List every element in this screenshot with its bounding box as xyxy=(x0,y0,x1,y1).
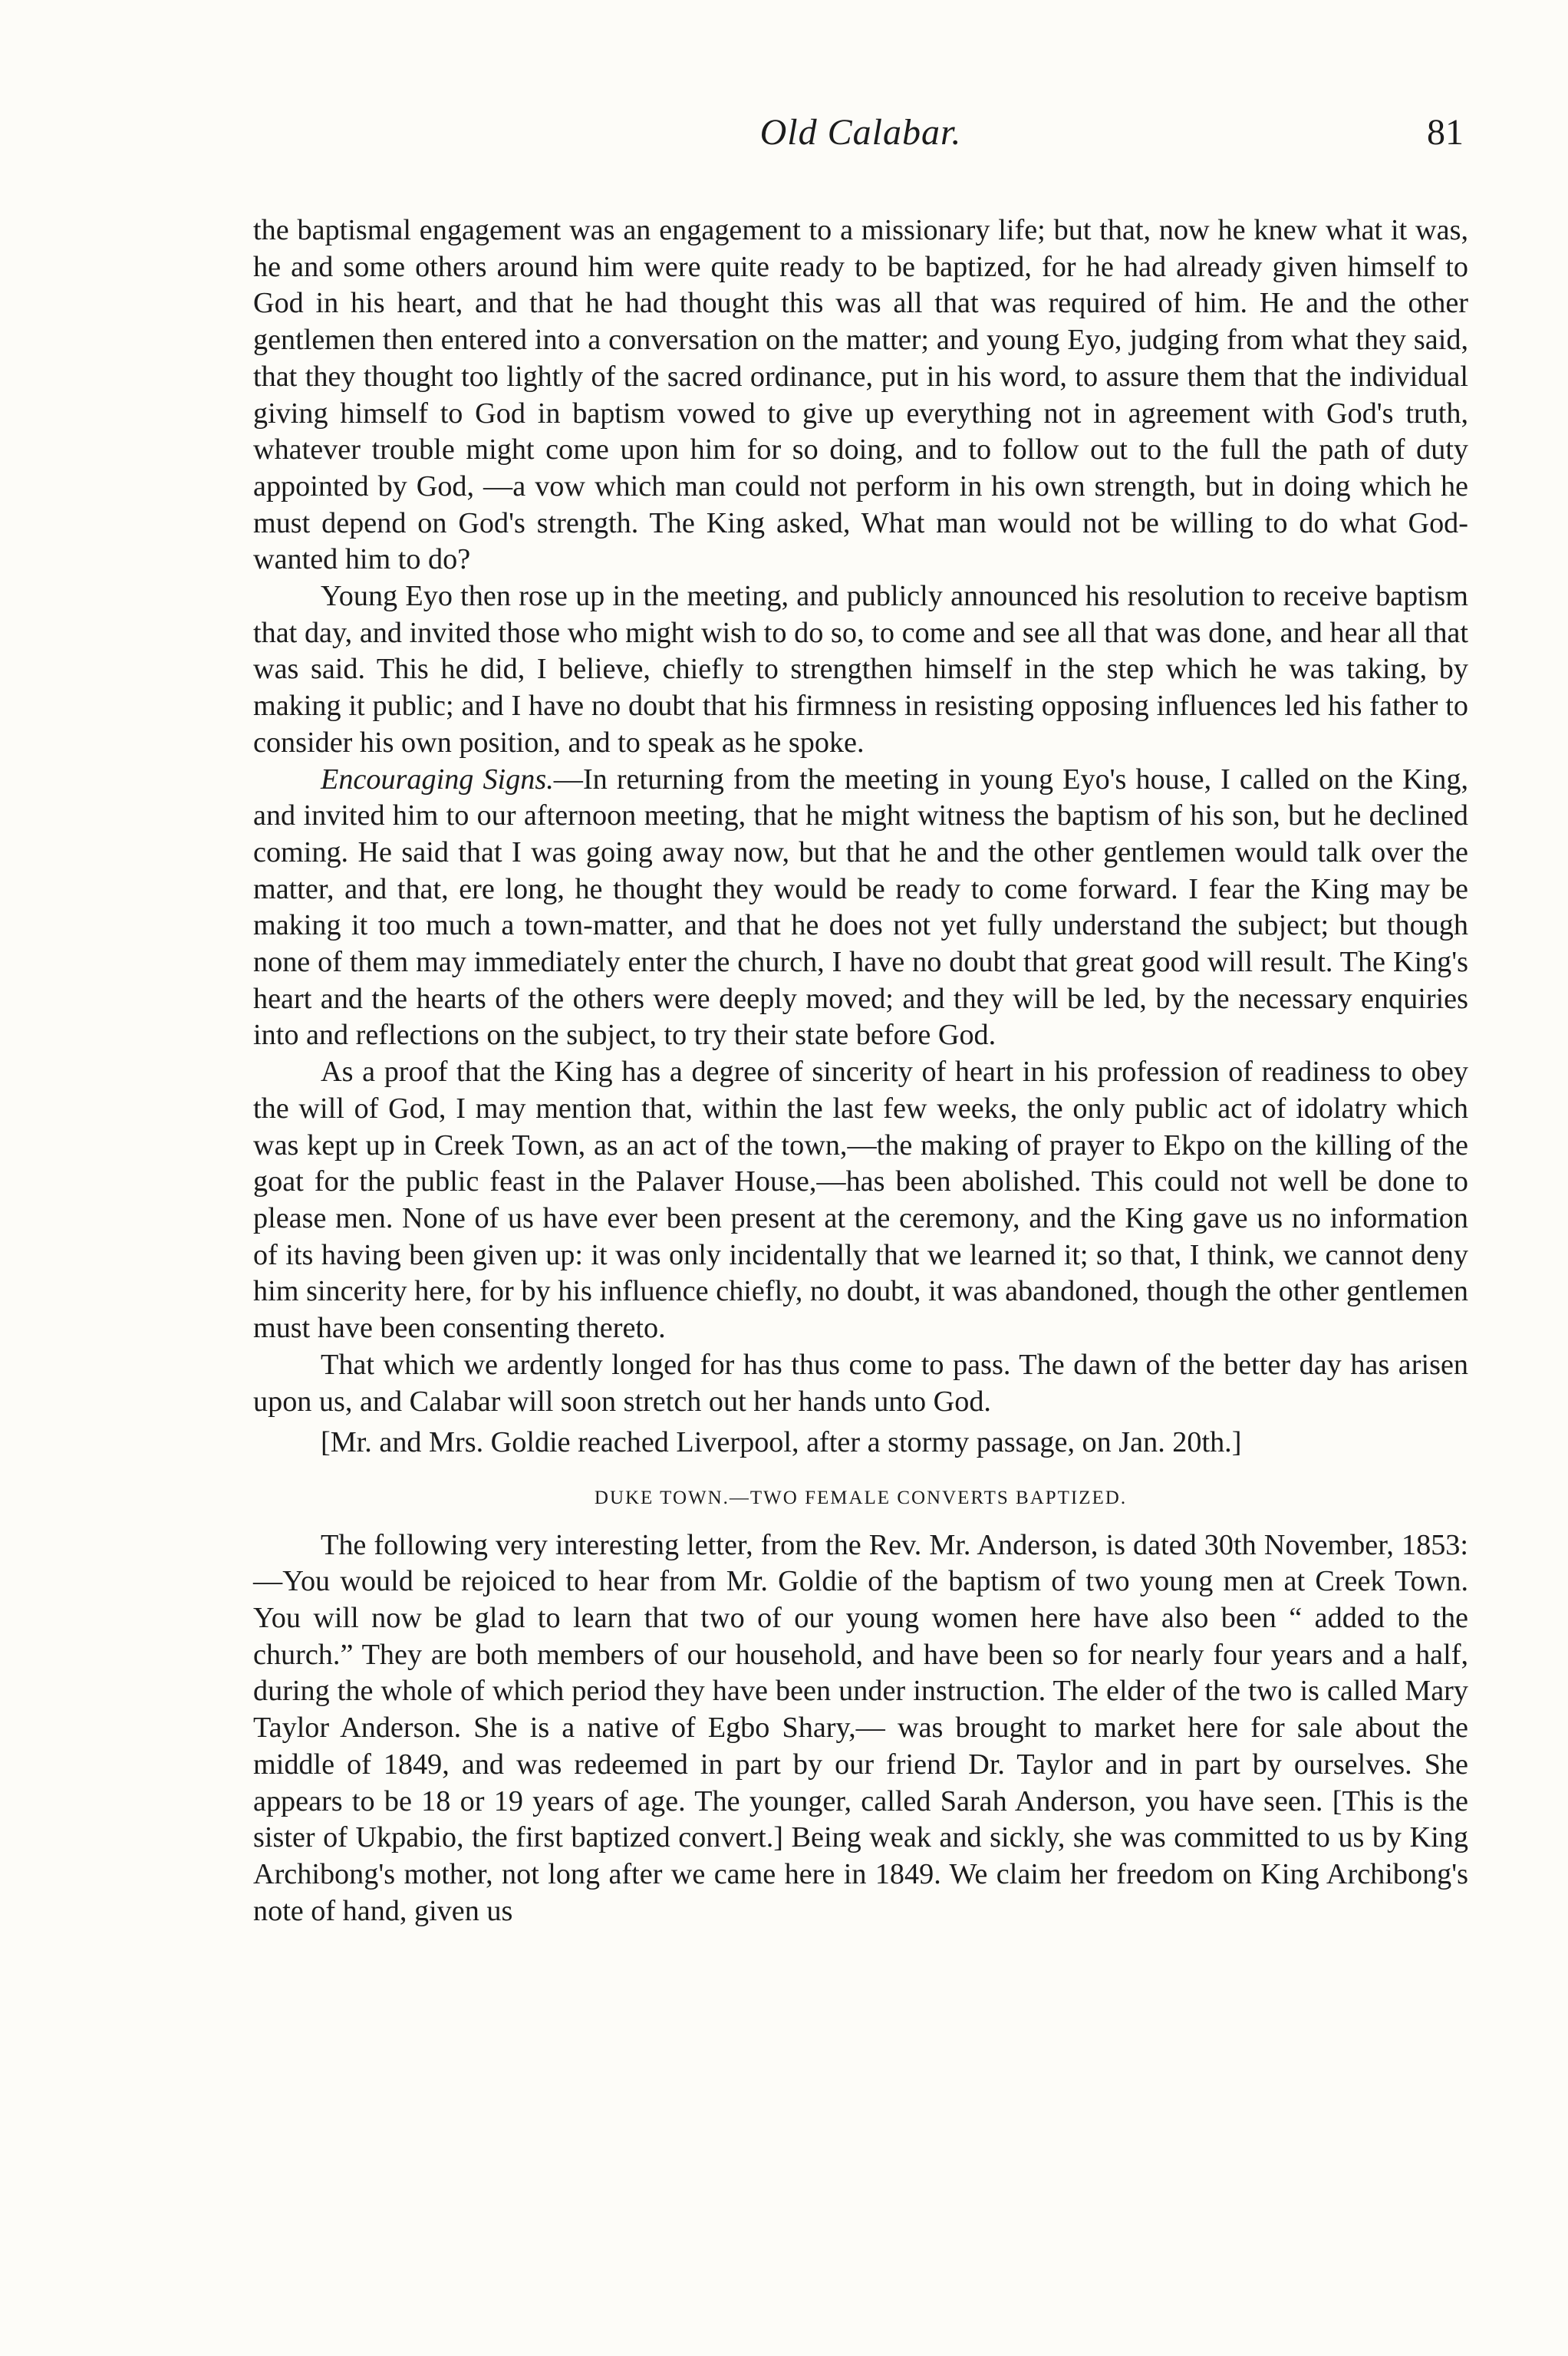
paragraph-sincerity-proof: As a proof that the King has a degree of sincerity of heart in his profession of readiness to obey the will of God, I may mention that, within the last few weeks, the only public act of idolatry which was kept up in Creek Town, as an act of the town,—the making of prayer to Ekpo on the killing of the goat for the public feast in the Palaver House,—has been abolished. This could not well be done to please men. None of us have ever been present at the ceremony, and the King gave us no information of its having been given up: it was only incidentally that we learned it; so that, I think, we cannot deny him sincerity here, for by his influence chiefly, no doubt, it was abandoned, though the other gentlemen must have been consenting thereto. xyxy=(253,1056,1468,1345)
paragraph-duke-town-letter: The following very interesting letter, from the Rev. Mr. Anderson, is dated 30th November, 1853:—You would be rejoiced to hear from Mr. Goldie of the baptism of two young men at Creek Town. You will now be glad to learn that two of our young women here have also been “ added to the church.” They are both members of our household, and have been so for nearly four years and a half, during the whole of which period they have been under instruction. The elder of the two is called Mary Taylor Anderson. She is a native of Egbo Shary,— was brought to market here for sale about the middle of 1849, and was redeemed in part by our friend Dr. Taylor and in part by ourselves. She appears to be 18 or 19 years of age. The younger, called Sarah Anderson, you have seen. [This is the sister of Ukpabio, the first baptized convert.] Being weak and sickly, she was committed to us by King Archibong's mother, not long after we came here in 1849. We claim her freedom on King Archibong's note of hand, given us xyxy=(253,1528,1468,1927)
encouraging-signs-text: —In returning from the meeting in young Eyo's house, I called on the King, and invited him to our afternoon meeting, that he might witness the baptism of his son, but he declined coming. He said that I was going away now, but that he and the other gentlemen would talk over the matter, and that, ere long, he thought they would be ready to come forward. I fear the King may be making it too much a town-matter, and that he does not yet fully understand the subject; but though none of them may immediately enter the church, I have no doubt that great good will result. The King's heart and the hearts of the others were deeply moved; and they will be led, by the necessary enquiries into and reflections on the subject, to try their state before God. xyxy=(253,763,1469,1052)
body-text xyxy=(253,213,1468,1929)
running-head: Old Calabar. xyxy=(759,112,962,153)
section-heading: DUKE TOWN.—TWO FEMALE CONVERTS BAPTIZED. xyxy=(594,1487,1128,1508)
paragraph-encouraging-signs xyxy=(253,762,1468,1055)
page-header xyxy=(253,111,1468,165)
paragraph-continued: the baptismal engagement was an engagement to a missionary life; but that, now he knew what it was, he and some others around him were quite ready to be baptized, for he had already given himself to God in his heart, and that he had thought this was all that was required of him. He and the other gentlemen then entered into a conversation on the matter; and young Eyo, judging from what they said, that they thought too lightly of the sacred ordinance, put in his word, to assure them that the individual giving himself to God in baptism vowed to give up everything not in agreement with God's truth, whatever trouble might come upon him for so doing, and to follow out to the full the path of duty appointed by God, —a vow which man could not perform in his own strength, but in doing which he must depend on God's strength. The King asked, What man would not be willing to do what God-wanted him to do? xyxy=(253,214,1468,576)
page-number: 81 xyxy=(1427,112,1464,153)
editorial-note: [Mr. and Mrs. Goldie reached Liverpool, after a stormy passage, on Jan. 20th.] xyxy=(321,1426,1242,1459)
encouraging-signs-heading: Encouraging Signs. xyxy=(321,763,554,796)
paragraph-young-eyo: Young Eyo then rose up in the meeting, and publicly announced his resolution to receive baptism that day, and invited those who might wish to do so, to come and see all that was done, and hear all that was said. This he did, I believe, chiefly to strengthen himself in the step which he was taking, by making it public; and I have no doubt that his firmness in resisting opposing influences led his father to consider his own position, and to speak as he spoke. xyxy=(253,580,1468,759)
paragraph-dawn: That which we ardently longed for has thus come to pass. The dawn of the better day has arisen upon us, and Calabar will soon stretch out her hands unto God. xyxy=(253,1348,1468,1418)
